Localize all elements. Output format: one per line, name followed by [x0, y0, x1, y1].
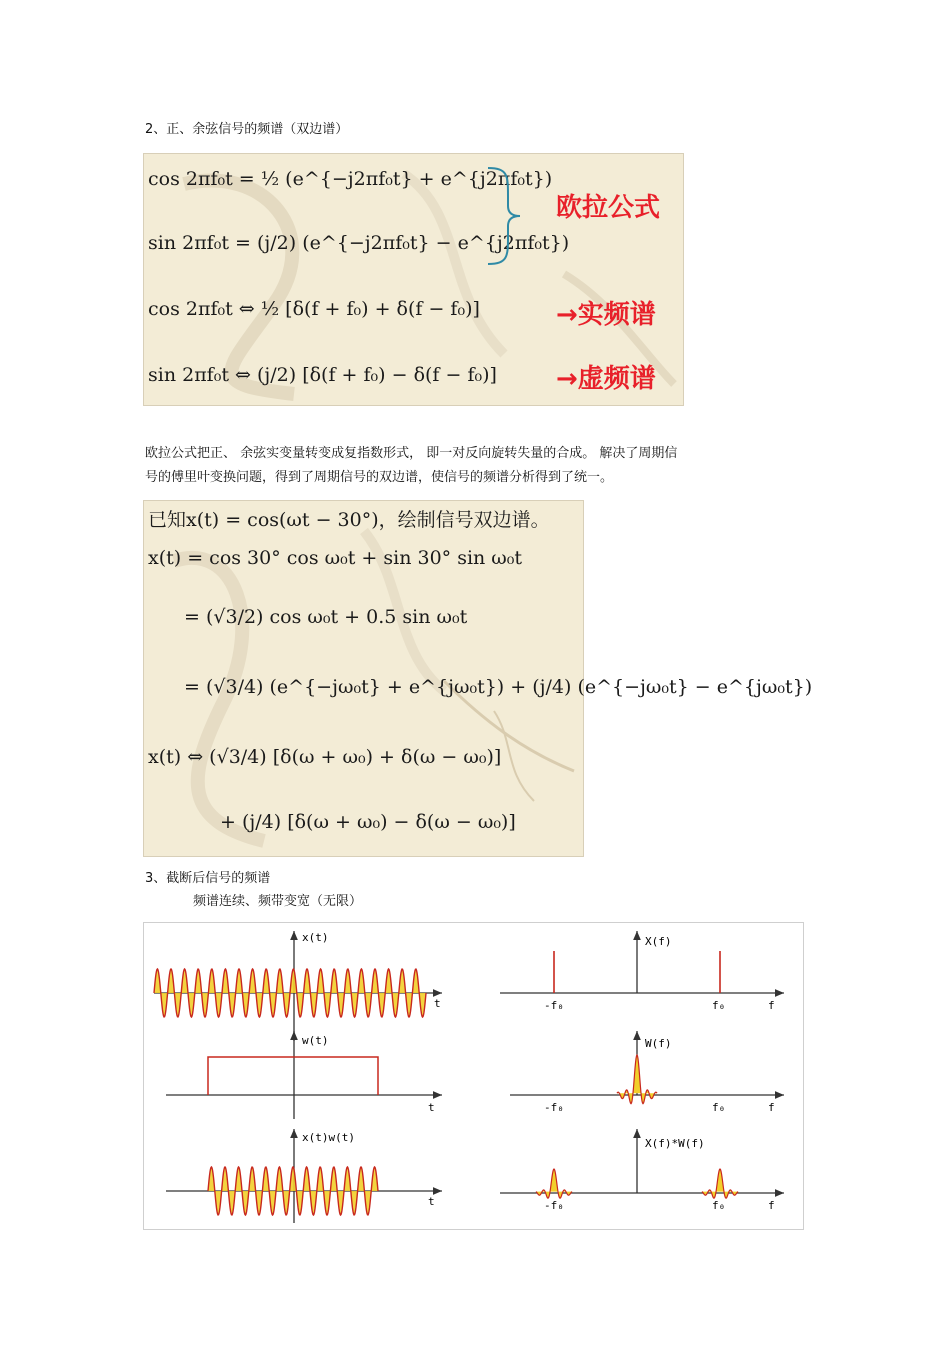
brace-icon: [484, 166, 524, 266]
example-step-2: = (√3/4) (e^{−jω₀t} + e^{jω₀t}) + (j/4) (e^{−jω₀t} − e^{jω₀t}): [184, 676, 813, 698]
label-XW-f: X(f)*W(f): [645, 1137, 705, 1150]
label-w-t: w(t): [302, 1034, 329, 1047]
neg-f0-label-3: -f₀: [544, 1199, 564, 1212]
section-3-heading: 3、截断后信号的频谱: [145, 871, 271, 886]
formula-sin-spectrum: sin 2πf₀t ⇔ (j/2) [δ(f + f₀) − δ(f − f₀)]: [148, 364, 497, 386]
label-X-f: X(f): [645, 935, 672, 948]
paragraph-line-1: 欧拉公式把正、 余弦实变量转变成复指数形式， 即一对反向旋转失量的合成。 解决了周期信: [145, 446, 678, 461]
pos-f0-label-3: f₀: [712, 1199, 726, 1212]
t-label-2: t: [428, 1101, 435, 1114]
formula-cos-spectrum: cos 2πf₀t ⇔ ½ [δ(f + f₀) + δ(f − f₀)]: [148, 298, 480, 320]
rect-window: [208, 1057, 378, 1095]
label-W-f: W(f): [645, 1037, 672, 1050]
t-label-1: t: [434, 997, 441, 1010]
label-xw-t: x(t)w(t): [302, 1131, 355, 1144]
section-2-heading: 2、正、余弦信号的频谱（双边谱）: [145, 122, 349, 137]
formula-sin-euler: sin 2πf₀t = (j/2) (e^{−j2πf₀t} − e^{j2πf₀t}): [148, 232, 570, 254]
sinc-center-fill: [617, 1055, 657, 1104]
section-3-subheading: 频谱连续、频带变宽（无限）: [193, 894, 363, 909]
full-wave-line: [154, 969, 426, 1017]
t-label-3: t: [428, 1195, 435, 1208]
sinc-at-pos-f0: [702, 1169, 738, 1198]
neg-f0-label-2: -f₀: [544, 1101, 564, 1114]
neg-f0-label-1: -f₀: [544, 999, 564, 1012]
example-expand: x(t) = cos 30° cos ω₀t + sin 30° sin ω₀t: [148, 547, 523, 569]
imag-spectrum-label: →虚频谱: [556, 364, 656, 394]
sinc-window-spectrum: [617, 1055, 657, 1104]
example-slide: [143, 500, 813, 857]
example-step-1: = (√3/2) cos ω₀t + 0.5 sin ω₀t: [184, 606, 468, 628]
truncation-figure: [143, 922, 804, 1230]
time-panel-1: [154, 931, 442, 1041]
formula-cos-euler: cos 2πf₀t = ½ (e^{−j2πf₀t} + e^{j2πf₀t}): [148, 168, 553, 190]
infinite-sinusoid: [154, 969, 426, 1017]
label-x-t: x(t): [302, 931, 329, 944]
f-label-1: f: [768, 999, 775, 1012]
freq-panel-3: [500, 1129, 784, 1212]
example-spectrum-1: x(t) ⇔ (√3/4) [δ(ω + ω₀) + δ(ω − ω₀)]: [148, 746, 502, 768]
example-given: 已知x(t) = cos(ωt − 30°)，绘制信号双边谱。: [148, 509, 550, 531]
freq-panel-2: [510, 1031, 784, 1114]
truncation-diagram: [144, 923, 803, 1229]
f-label-2: f: [768, 1101, 775, 1114]
pos-f0-label-2: f₀: [712, 1101, 726, 1114]
real-spectrum-label: →实频谱: [556, 300, 656, 330]
freq-panel-1: [500, 931, 784, 1012]
time-panel-2: [166, 1031, 442, 1119]
euler-label: 欧拉公式: [556, 193, 661, 223]
euler-formula-slide: [143, 153, 684, 406]
f-label-3: f: [768, 1199, 775, 1212]
truncated-sinusoid: [208, 1167, 378, 1215]
time-panel-3: [166, 1129, 442, 1223]
example-spectrum-2: + (j/4) [δ(ω + ω₀) − δ(ω − ω₀)]: [220, 811, 516, 833]
paragraph-line-2: 号的傅里叶变换问题，得到了周期信号的双边谱，使信号的频谱分析得到了统一。: [145, 470, 614, 485]
pos-f0-label-1: f₀: [712, 999, 726, 1012]
sinc-at-neg-f0: [536, 1169, 572, 1198]
